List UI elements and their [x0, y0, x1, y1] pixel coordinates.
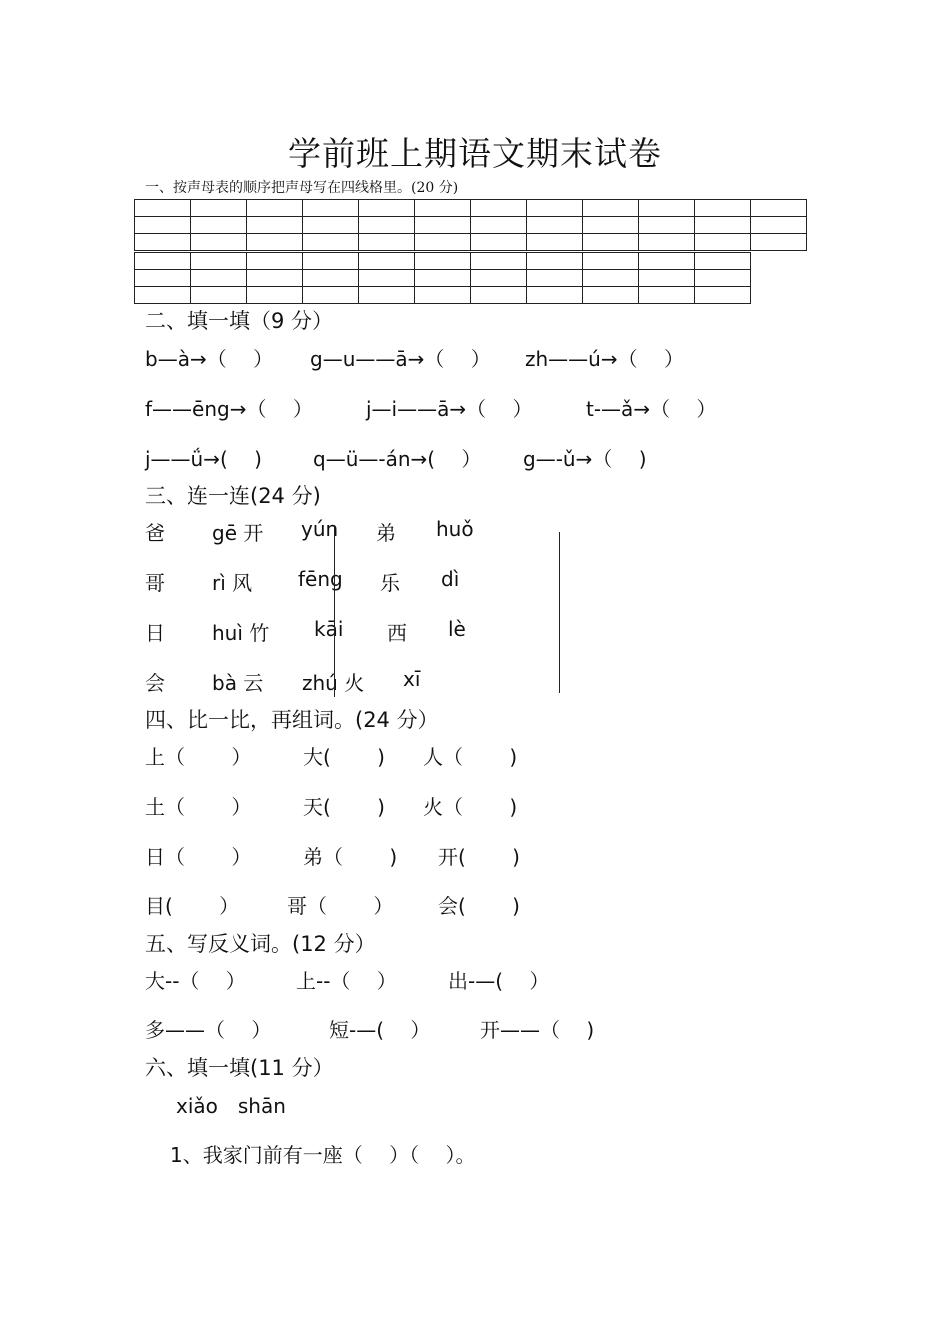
page-title: 学前班上期语文期末试卷	[288, 134, 662, 173]
grid-cell	[191, 287, 247, 304]
grid-cell	[415, 217, 471, 234]
grid-cell	[639, 270, 695, 287]
grid-cell	[583, 217, 639, 234]
antonym-item: 出-—( ）	[448, 969, 550, 993]
grid-cell	[247, 217, 303, 234]
grid-cell	[639, 287, 695, 304]
pinyin-blend-item: zh——ú→（ ）	[525, 347, 684, 371]
pinyin-blend-item: g—-ǔ→（ )	[523, 447, 647, 471]
grid-cell	[583, 234, 639, 251]
grid-cell	[303, 287, 359, 304]
grid-cell	[583, 200, 639, 217]
writing-grid-top	[134, 199, 807, 251]
grid-cell	[695, 200, 751, 217]
word-item: 上（ ）	[145, 745, 252, 769]
grid-cell	[135, 270, 191, 287]
match-pinyin: fēng	[298, 567, 343, 591]
word-item: 土（ ）	[145, 795, 252, 819]
match-pinyin: zhú 火	[302, 671, 365, 695]
section-4-heading: 四、比一比，再组词。(24 分）	[145, 708, 439, 732]
pinyin-blend-item: q—ü—-án→( ）	[313, 447, 482, 471]
antonym-item: 短-—( ）	[329, 1018, 431, 1042]
grid-cell	[583, 270, 639, 287]
grid-cell	[415, 253, 471, 270]
match-char: 会	[145, 671, 165, 695]
divider-line	[334, 527, 335, 697]
word-item: 开( )	[438, 845, 520, 869]
grid-cell	[527, 253, 583, 270]
word-item: 弟（ )	[303, 845, 398, 869]
word-item: 天( )	[303, 795, 385, 819]
grid-cell	[415, 270, 471, 287]
match-pinyin: rì 风	[212, 571, 253, 595]
grid-cell	[191, 270, 247, 287]
word-item: 哥（ ）	[287, 894, 394, 918]
match-pinyin: huǒ	[436, 517, 474, 541]
word-item: 日（ ）	[145, 845, 252, 869]
match-pinyin: kāi	[314, 617, 344, 641]
grid-cell	[751, 217, 807, 234]
section-6-heading: 六、填一填(11 分）	[145, 1056, 334, 1080]
match-char: 乐	[380, 571, 400, 595]
match-char: 爸	[145, 521, 165, 545]
grid-cell	[695, 270, 751, 287]
pinyin-hint: xiǎo shān	[176, 1094, 286, 1118]
grid-cell	[471, 217, 527, 234]
antonym-item: 多——（ ）	[145, 1018, 272, 1042]
grid-cell	[583, 253, 639, 270]
pinyin-blend-item: g—u——ā→（ ）	[310, 347, 491, 371]
match-char: 哥	[145, 571, 165, 595]
section-3-heading: 三、连一连(24 分)	[145, 484, 321, 508]
grid-cell	[471, 253, 527, 270]
match-pinyin: huì 竹	[212, 621, 270, 645]
divider-line	[559, 532, 560, 693]
grid-cell	[695, 217, 751, 234]
grid-cell	[247, 270, 303, 287]
antonym-item: 上--（ ）	[296, 969, 397, 993]
grid-cell	[695, 287, 751, 304]
grid-cell	[359, 234, 415, 251]
grid-cell	[247, 287, 303, 304]
match-pinyin: gē 开	[212, 521, 264, 545]
pinyin-blend-item: t-—ǎ→（ ）	[586, 397, 717, 421]
grid-cell	[527, 217, 583, 234]
grid-cell	[135, 253, 191, 270]
grid-cell	[359, 253, 415, 270]
pinyin-blend-item: j—i——ā→（ ）	[366, 397, 533, 421]
word-item: 人（ )	[423, 745, 518, 769]
pinyin-blend-item: j——ǘ→( )	[145, 447, 262, 471]
grid-cell	[695, 234, 751, 251]
match-pinyin: yún	[301, 517, 339, 541]
grid-cell	[135, 234, 191, 251]
grid-cell	[751, 200, 807, 217]
grid-cell	[471, 270, 527, 287]
grid-cell	[303, 253, 359, 270]
grid-cell	[303, 200, 359, 217]
grid-cell	[415, 200, 471, 217]
grid-cell	[527, 234, 583, 251]
section-5-heading: 五、写反义词。(12 分）	[145, 932, 376, 956]
grid-cell	[191, 217, 247, 234]
pinyin-blend-item: b—à→（ ）	[145, 347, 274, 371]
pinyin-blend-item: f——ēng→（ ）	[145, 397, 313, 421]
grid-cell	[471, 287, 527, 304]
match-pinyin: bà 云	[212, 671, 264, 695]
grid-cell	[135, 217, 191, 234]
antonym-item: 大--（ ）	[145, 969, 246, 993]
grid-cell	[527, 287, 583, 304]
grid-cell	[527, 200, 583, 217]
match-pinyin: lè	[448, 617, 466, 641]
grid-cell	[751, 234, 807, 251]
grid-cell	[303, 217, 359, 234]
grid-cell	[135, 287, 191, 304]
grid-cell	[359, 200, 415, 217]
writing-grid-bottom	[134, 252, 751, 304]
match-char: 西	[387, 621, 407, 645]
word-item: 火（ )	[423, 795, 518, 819]
grid-cell	[471, 234, 527, 251]
grid-cell	[639, 234, 695, 251]
grid-cell	[303, 270, 359, 287]
grid-cell	[639, 253, 695, 270]
match-char: 弟	[376, 521, 396, 545]
match-char: 日	[145, 621, 165, 645]
grid-cell	[415, 234, 471, 251]
grid-cell	[191, 200, 247, 217]
word-item: 大( )	[303, 745, 385, 769]
grid-cell	[303, 234, 359, 251]
grid-cell	[247, 200, 303, 217]
section-1-heading: 一、按声母表的顺序把声母写在四线格里。(20 分)	[145, 180, 459, 196]
grid-cell	[359, 217, 415, 234]
grid-cell	[247, 253, 303, 270]
grid-cell	[583, 287, 639, 304]
match-pinyin: dì	[441, 567, 460, 591]
match-pinyin: xī	[403, 667, 421, 691]
grid-cell	[191, 234, 247, 251]
word-item: 会( )	[438, 894, 520, 918]
grid-cell	[639, 200, 695, 217]
grid-cell	[191, 253, 247, 270]
grid-cell	[527, 270, 583, 287]
grid-cell	[471, 200, 527, 217]
grid-cell	[135, 200, 191, 217]
grid-cell	[695, 253, 751, 270]
antonym-item: 开——（ )	[480, 1018, 595, 1042]
grid-cell	[247, 234, 303, 251]
grid-cell	[415, 287, 471, 304]
grid-cell	[359, 287, 415, 304]
question-1: 1、我家门前有一座（ ）（ ）。	[170, 1143, 476, 1167]
grid-cell	[639, 217, 695, 234]
word-item: 目( ）	[145, 894, 240, 918]
section-2-heading: 二、填一填（9 分）	[145, 309, 334, 333]
grid-cell	[359, 270, 415, 287]
